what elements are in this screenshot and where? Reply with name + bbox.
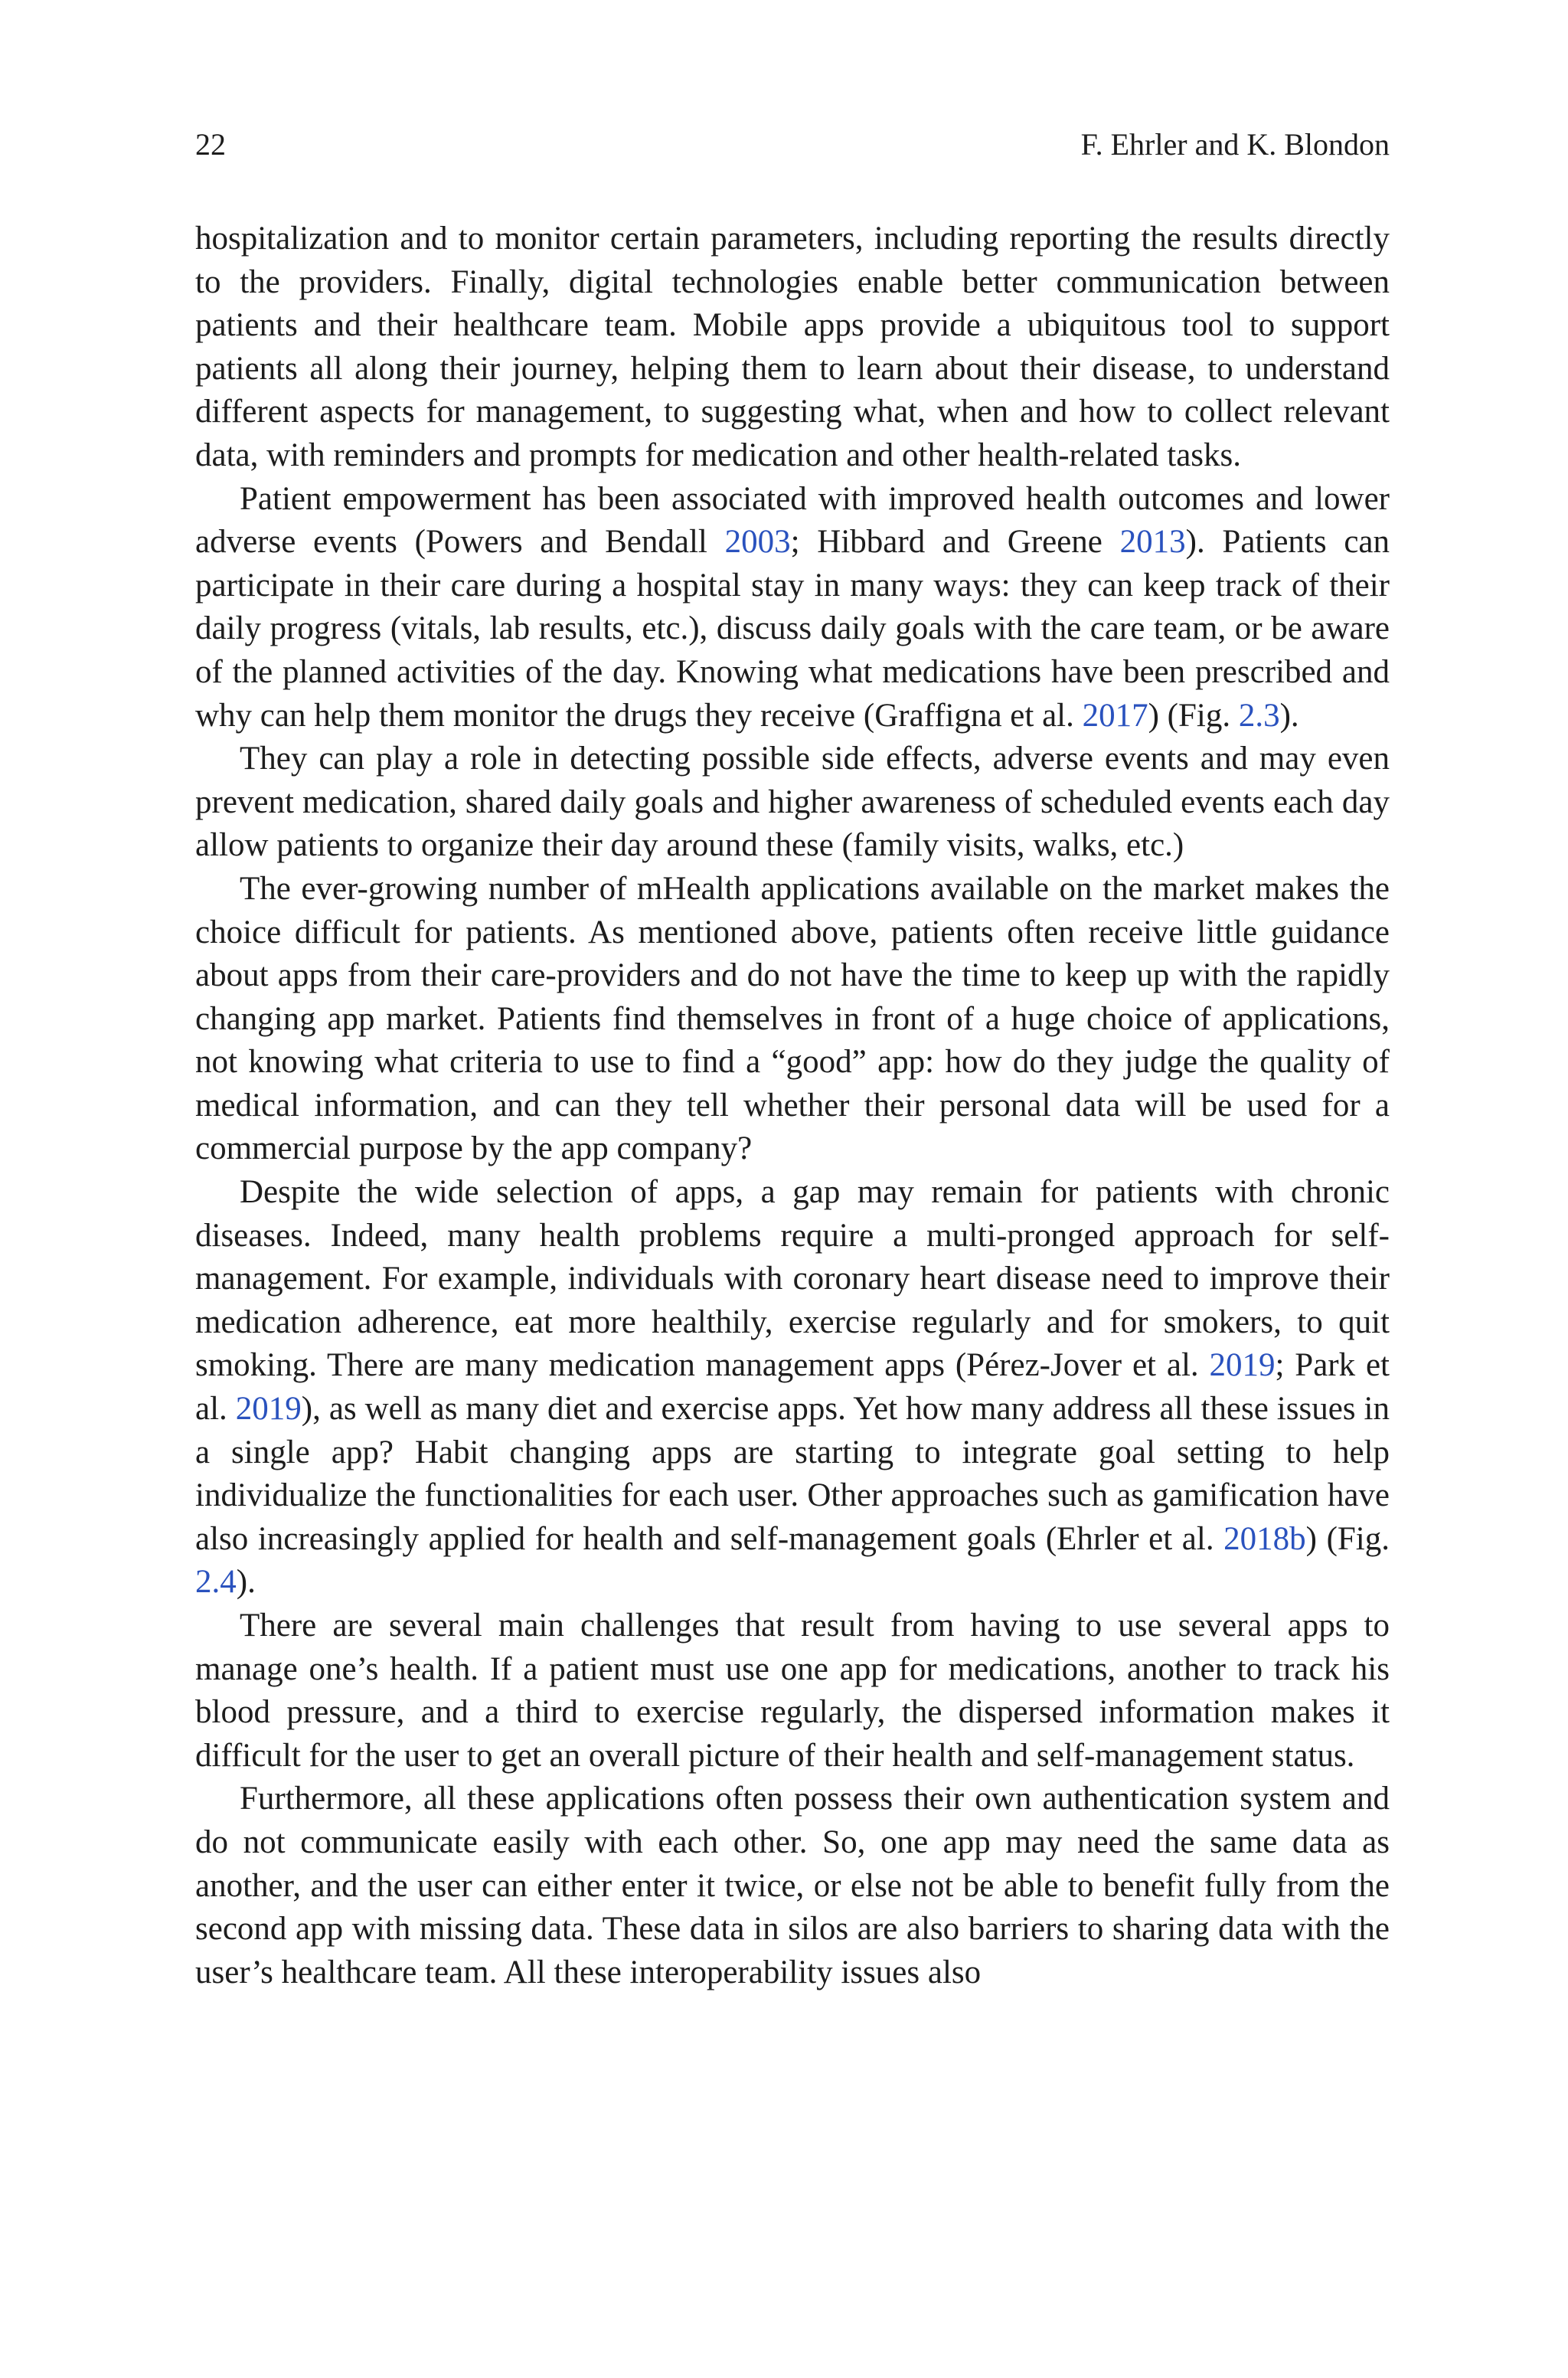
paragraph-text: ; Hibbard and Greene — [790, 524, 1120, 561]
running-header — [195, 126, 1390, 164]
citation-link[interactable]: 2018b — [1223, 1520, 1306, 1557]
citation-link[interactable]: 2017 — [1082, 697, 1148, 734]
citation-link[interactable]: 2013 — [1119, 524, 1186, 561]
paragraph-text: ) (Fig. — [1148, 697, 1239, 734]
paragraph-text: They can play a role in detecting possible side effects, adverse events and may even prevent medication, shared daily goals and higher awareness of scheduled events each day allow patients to organize their day around these (family visits, walks, etc.) — [195, 741, 1390, 864]
figure-link[interactable]: 2.4 — [195, 1564, 237, 1601]
page-number: 22 — [195, 127, 226, 162]
paragraph-4 — [195, 868, 1390, 1171]
paragraph-text: Despite the wide selection of apps, a gap may remain for patients with chronic diseases. Indeed, many health problems require a multi-pronged approach for self-management. For example, individuals with coronary heart disease need to improve their medication adherence, eat more healthily, exercise regularly and for smokers, to quit smoking. There are many medication management apps (Pérez-Jover et al. — [195, 1174, 1390, 1384]
paragraph-6 — [195, 1604, 1390, 1778]
paragraph-text: There are several main challenges that result from having to use several apps to manage one’s health. If a patient must use one app for medications, another to track his blood pressure, and a third to exercise regularly, the dispersed information makes it difficult for the user to get an overall picture of their health and self-management status. — [195, 1608, 1390, 1774]
running-head-authors: F. Ehrler and K. Blondon — [1080, 127, 1390, 162]
paragraph-text: ; Park et al. — [195, 1347, 1390, 1428]
paragraph-text: The ever-growing number of mHealth applications available on the market makes the choice difficult for patients. As mentioned above, patients often receive little guidance about apps from their care-providers and do not have the time to keep up with the rapidly changing app market. Patients find themselves in front of a huge choice of applications, not knowing what criteria to use to find a “good” app: how do they judge the quality of medical information, and can they tell whether their personal data will be used for a commercial purpose by the app company? — [195, 870, 1390, 1167]
paragraph-2 — [195, 478, 1390, 738]
paragraph-text: ) (Fig. — [1305, 1520, 1390, 1557]
figure-link[interactable]: 2.3 — [1238, 697, 1280, 734]
paragraph-1 — [195, 218, 1390, 478]
paragraph-text: ). — [1279, 697, 1299, 734]
paragraph-3 — [195, 738, 1390, 868]
paragraph-5 — [195, 1171, 1390, 1604]
paragraph-text: hospitalization and to monitor certain parameters, including reporting the results directly to the providers. Finally, digital technologies enable better communication between patients and their healthcare team. Mobile apps provide a ubiquitous tool to support patients all along their journey, helping them to learn about their disease, to understand different aspects for management, to suggesting what, when and how to collect relevant data, with reminders and prompts for medication and other health-related tasks. — [195, 221, 1390, 473]
paragraph-text: ). Patients can participate in their care during a hospital stay in many ways: they can keep track of their daily progress (vitals, lab results, etc.), discuss daily goals with the care team, or be aware of the planned activities of the day. Knowing what medications have been prescribed and why can help them monitor the drugs they receive (Graffigna et al. — [195, 524, 1390, 734]
citation-link[interactable]: 2019 — [1209, 1347, 1276, 1384]
paragraph-7 — [195, 1778, 1390, 1994]
paragraph-text: Patient empowerment has been associated with improved health outcomes and lower adverse events (Powers and Bendall — [195, 480, 1390, 561]
citation-link[interactable]: 2019 — [235, 1391, 302, 1428]
body-text — [195, 218, 1390, 1994]
paragraph-text: ), as well as many diet and exercise apps. Yet how many address all these issues in a single app? Habit changing apps are starting to integrate goal setting to help individualize the functionalities for each user. Other approaches such as gamification have also increasingly applied for health and self-management goals (Ehrler et al. — [195, 1391, 1390, 1557]
paragraph-text: ). — [236, 1564, 256, 1601]
paragraph-text: Furthermore, all these applications often possess their own authentication system and do not communicate easily with each other. So, one app may need the same data as another, and the user can either enter it twice, or else not be able to benefit fully from the second app with missing data. These data in silos are also barriers to sharing data with the user’s healthcare team. All these interoperability issues also — [195, 1781, 1390, 1990]
citation-link[interactable]: 2003 — [724, 524, 791, 561]
